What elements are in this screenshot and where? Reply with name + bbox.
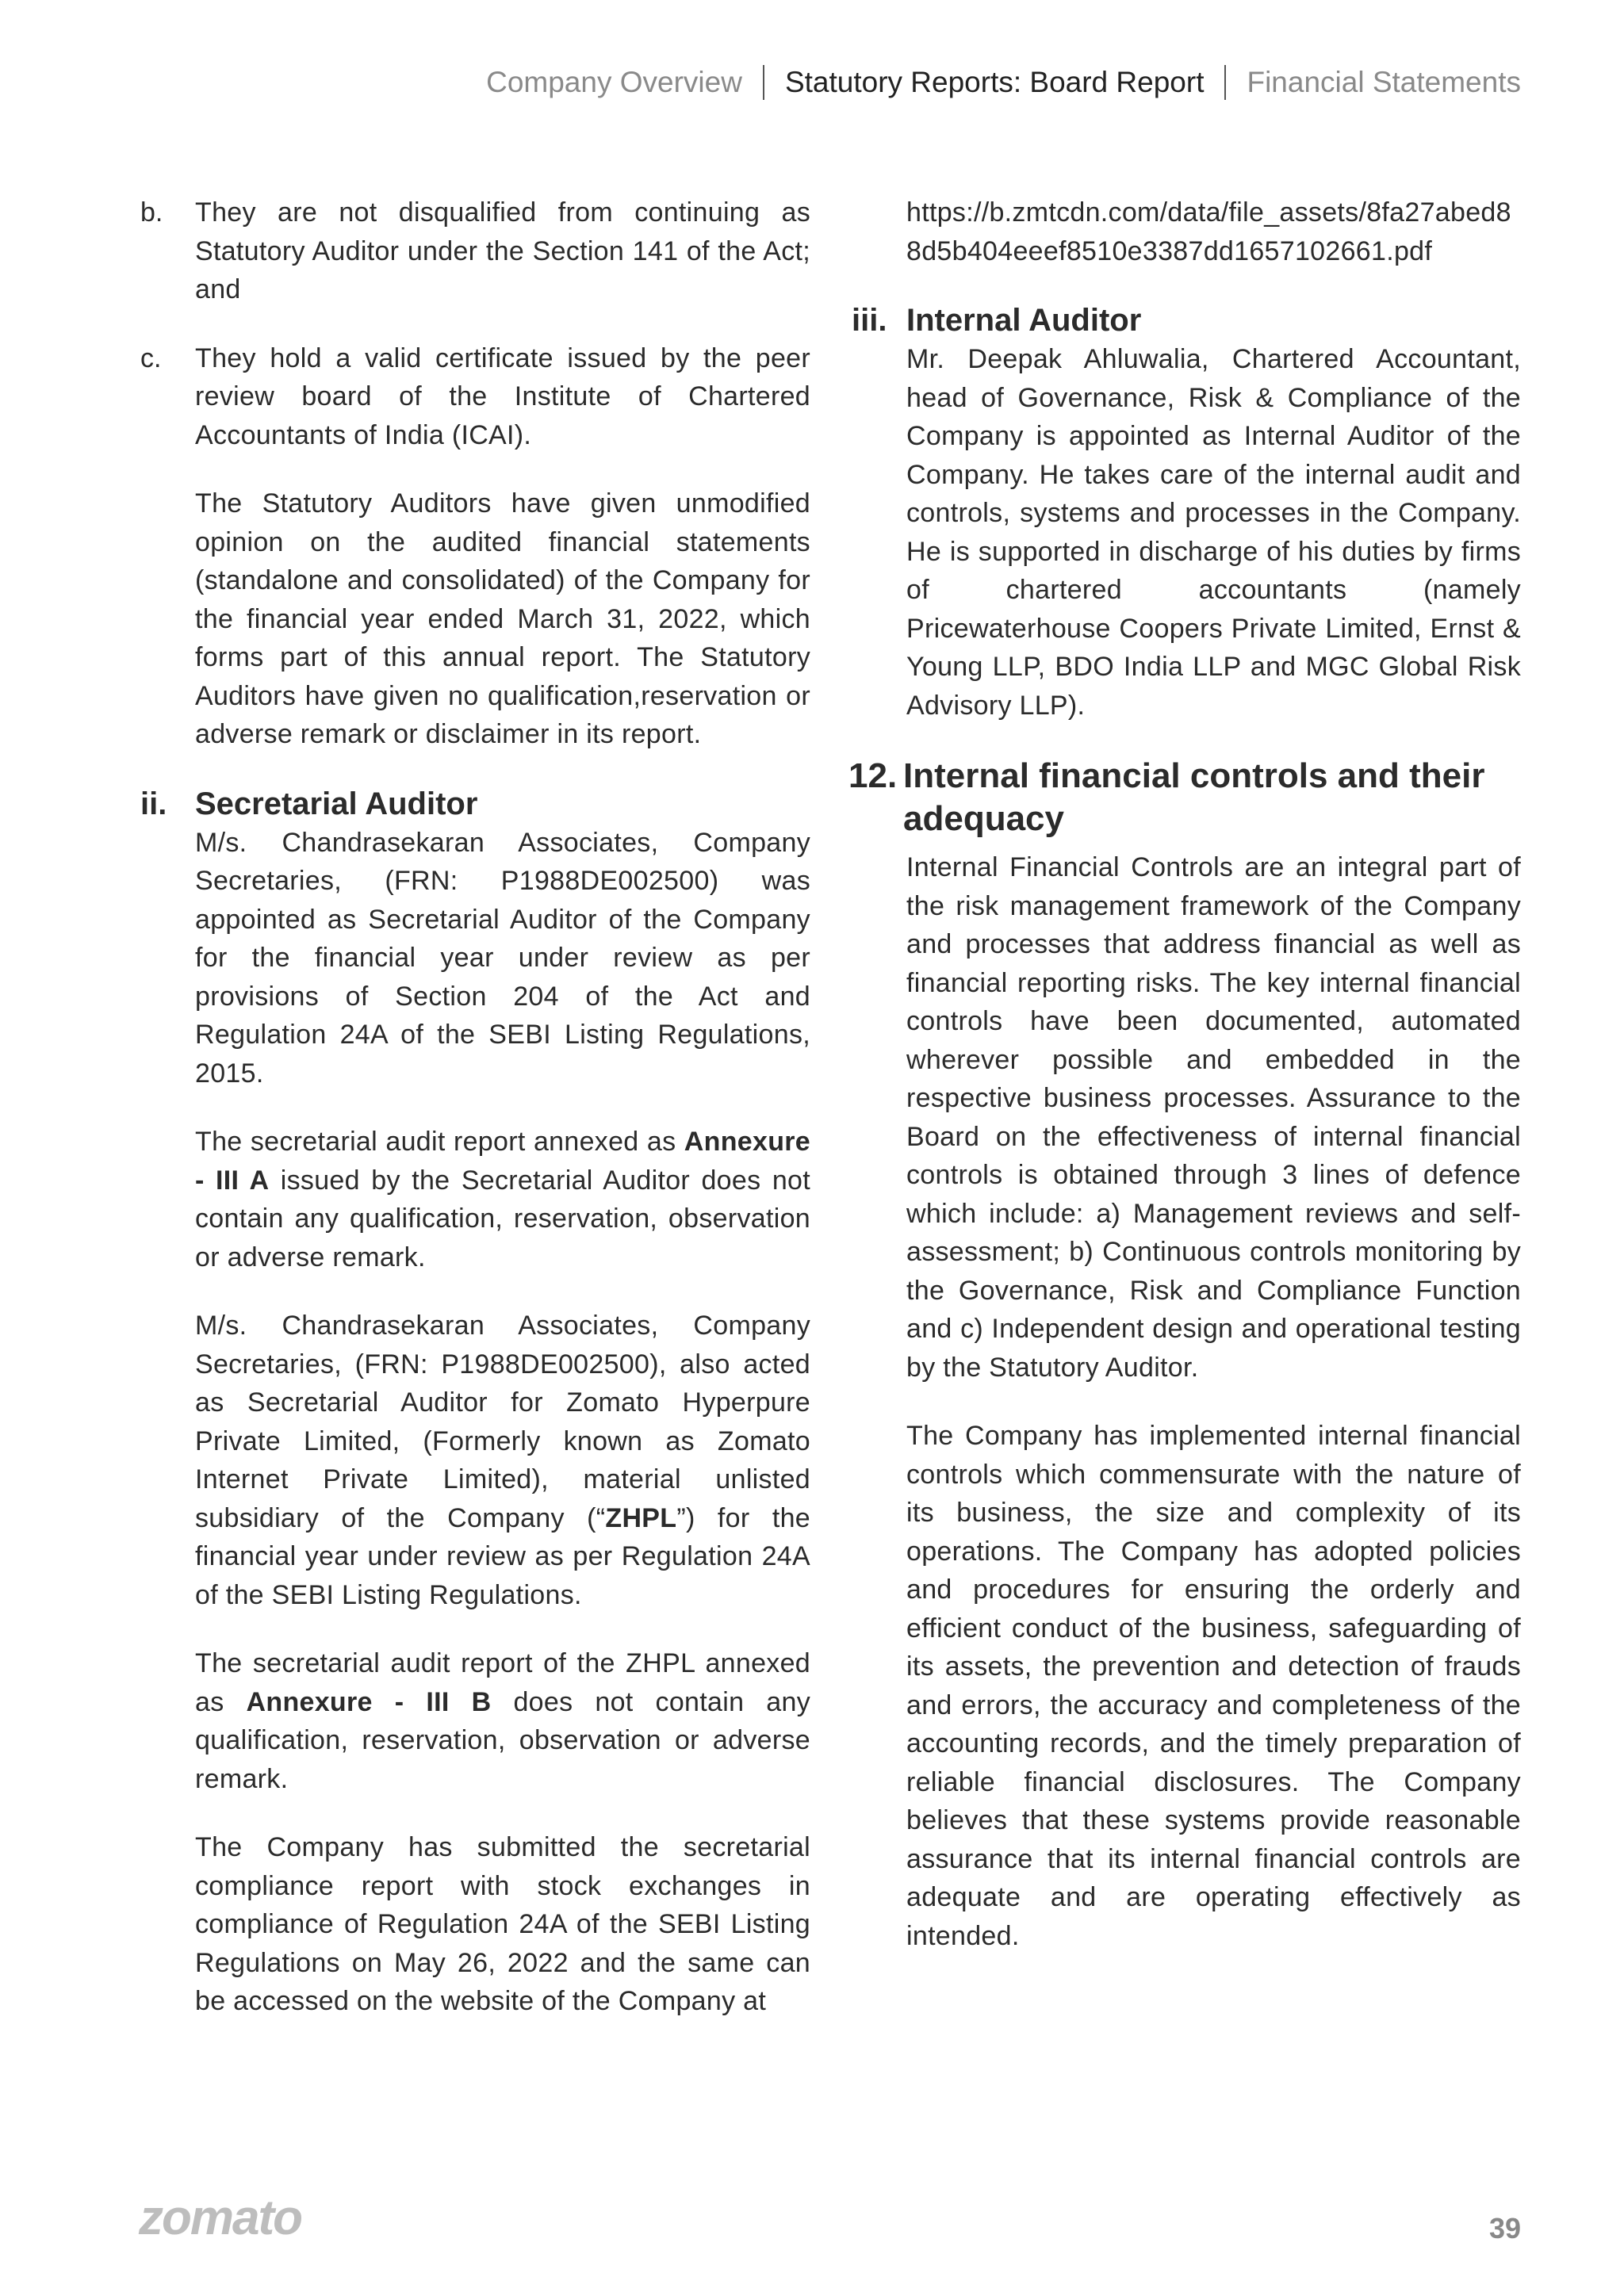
left-column bbox=[140, 193, 810, 2051]
text: does not contain any qualification, reservation, observation or adverse remark. bbox=[195, 1686, 810, 1794]
text: The secretarial audit report annexed as bbox=[195, 1127, 684, 1157]
bold-text: Annexure - III B bbox=[246, 1686, 492, 1717]
paragraph: The Company has implemented internal financial controls which commensurate with the nature of its business, the size and complexity of its operations. The Company has adopted policies and procedures for ensuring the orderly and efficient conduct of the business, safeguarding of its assets, the prevention and detection of frauds and errors, the accuracy and completeness of the accounting records, and the timely preparation of reliable financial disclosures. The Company believes that these systems provide reasonable assurance that its internal financial controls are adequate and are operating effectively as intended. bbox=[906, 1421, 1521, 1951]
text: ”) for the financial year under review as per Regulation 24A of the SEBI Listing Regulations. bbox=[195, 1502, 810, 1610]
statutory-auditor-paragraph: The Statutory Auditors have given unmodified opinion on the audited financial statements (standalone and consolidated) of the Company for the financial year ended March 31, 2022, which forms part of this annual report. The Statutory Auditors have given no qualification,reservation or adverse remark or disclaimer in its report. bbox=[195, 488, 810, 749]
paragraph: Mr. Deepak Ahluwalia, Chartered Accountant, head of Governance, Risk & Compliance of the Company is appointed as Internal Auditor of the Company. He takes care of the internal audit and controls, systems and processes in the Company. He is supported in discharge of his duties by firms of chartered accountants (namely Pricewaterhouse Coopers Private Limited, Ernst & Young LLP, BDO India LLP and MGC Global Risk Advisory LLP). bbox=[906, 344, 1521, 721]
header-company-overview: Company Overview bbox=[486, 66, 742, 98]
list-text: They hold a valid certificate issued by the peer review board of the Institute of Chartered Accountants of India (ICAI). bbox=[195, 342, 810, 450]
list-text: They are not disqualified from continuing as Statutory Auditor under the Section 141 of the Act; and bbox=[195, 197, 810, 304]
zomato-logo: zomato bbox=[139, 2191, 301, 2245]
running-header bbox=[486, 65, 1521, 100]
page-number: 39 bbox=[1488, 2212, 1521, 2244]
list-item-c bbox=[140, 339, 810, 455]
paragraph: M/s. Chandrasekaran Associates, Company Secretaries, (FRN: P1988DE002500) was appointed as Secretarial Auditor of the Company for the financial year under review as per provisions of Section 204 of the Act and Regulation 24A of the SEBI Listing Regulations, 2015. bbox=[195, 827, 810, 1089]
compliance-report-link[interactable]: https://b.zmtcdn.com/data/file_assets/8fa27abed88d5b404eeef8510e3387dd1657102661.pdf bbox=[906, 197, 1511, 266]
list-marker: c. bbox=[140, 342, 162, 373]
section-title: Secretarial Auditor bbox=[195, 786, 478, 821]
section-title: Internal financial controls and their adequacy bbox=[903, 756, 1485, 838]
header-financial-statements: Financial Statements bbox=[1247, 66, 1521, 98]
section-marker: iii. bbox=[852, 303, 887, 338]
section-heading-12 bbox=[848, 755, 1521, 848]
section-marker: ii. bbox=[140, 786, 167, 821]
text: The secretarial audit report of the ZHPL annexed as bbox=[195, 1648, 810, 1717]
right-column bbox=[848, 193, 1521, 1985]
paragraph: Internal Financial Controls are an integral part of the risk management framework of the Company and processes that address financial as well as financial reporting risks. The key internal financial controls have been documented, automated wherever possible and embedded in the respective business processes. Assurance to the Board on the effectiveness of internal financial controls is obtained through 3 lines of defence which include: a) Management reviews and self-assessment; b) Continuous controls monitoring by the Governance, Risk and Compliance Function and c) Independent design and operational testing by the Statutory Auditor. bbox=[906, 852, 1521, 1383]
paragraph bbox=[195, 1307, 810, 1614]
section-number: 12. bbox=[848, 756, 898, 795]
header-divider bbox=[1224, 65, 1226, 100]
section-heading-secretarial-auditor bbox=[140, 784, 810, 824]
bold-text: ZHPL bbox=[605, 1502, 677, 1533]
section-heading-internal-auditor bbox=[852, 300, 1521, 340]
text: issued by the Secretarial Auditor does not contain any qualification, reservation, observation or adverse remark. bbox=[195, 1165, 810, 1272]
bold-text: Annexure - III A bbox=[195, 1127, 810, 1196]
header-divider bbox=[763, 65, 764, 100]
paragraph bbox=[195, 1644, 810, 1798]
section-title: Internal Auditor bbox=[906, 303, 1142, 338]
paragraph: The Company has submitted the secretarial compliance report with stock exchanges in compliance of Regulation 24A of the SEBI Listing Regulations on May 26, 2022 and the same can be accessed on the website of the Company at bbox=[195, 1832, 810, 2016]
paragraph bbox=[195, 1123, 810, 1276]
header-statutory-reports: Statutory Reports: Board Report bbox=[784, 66, 1205, 98]
list-item-b bbox=[140, 193, 810, 309]
list-marker: b. bbox=[140, 197, 163, 228]
text: M/s. Chandrasekaran Associates, Company Secretaries, (FRN: P1988DE002500), also acted as Secretarial Auditor for Zomato Hyperpure Private Limited, (Formerly known as Zomato Internet Private Limited), material unlisted subsidiary of the Company (“ bbox=[195, 1311, 810, 1533]
